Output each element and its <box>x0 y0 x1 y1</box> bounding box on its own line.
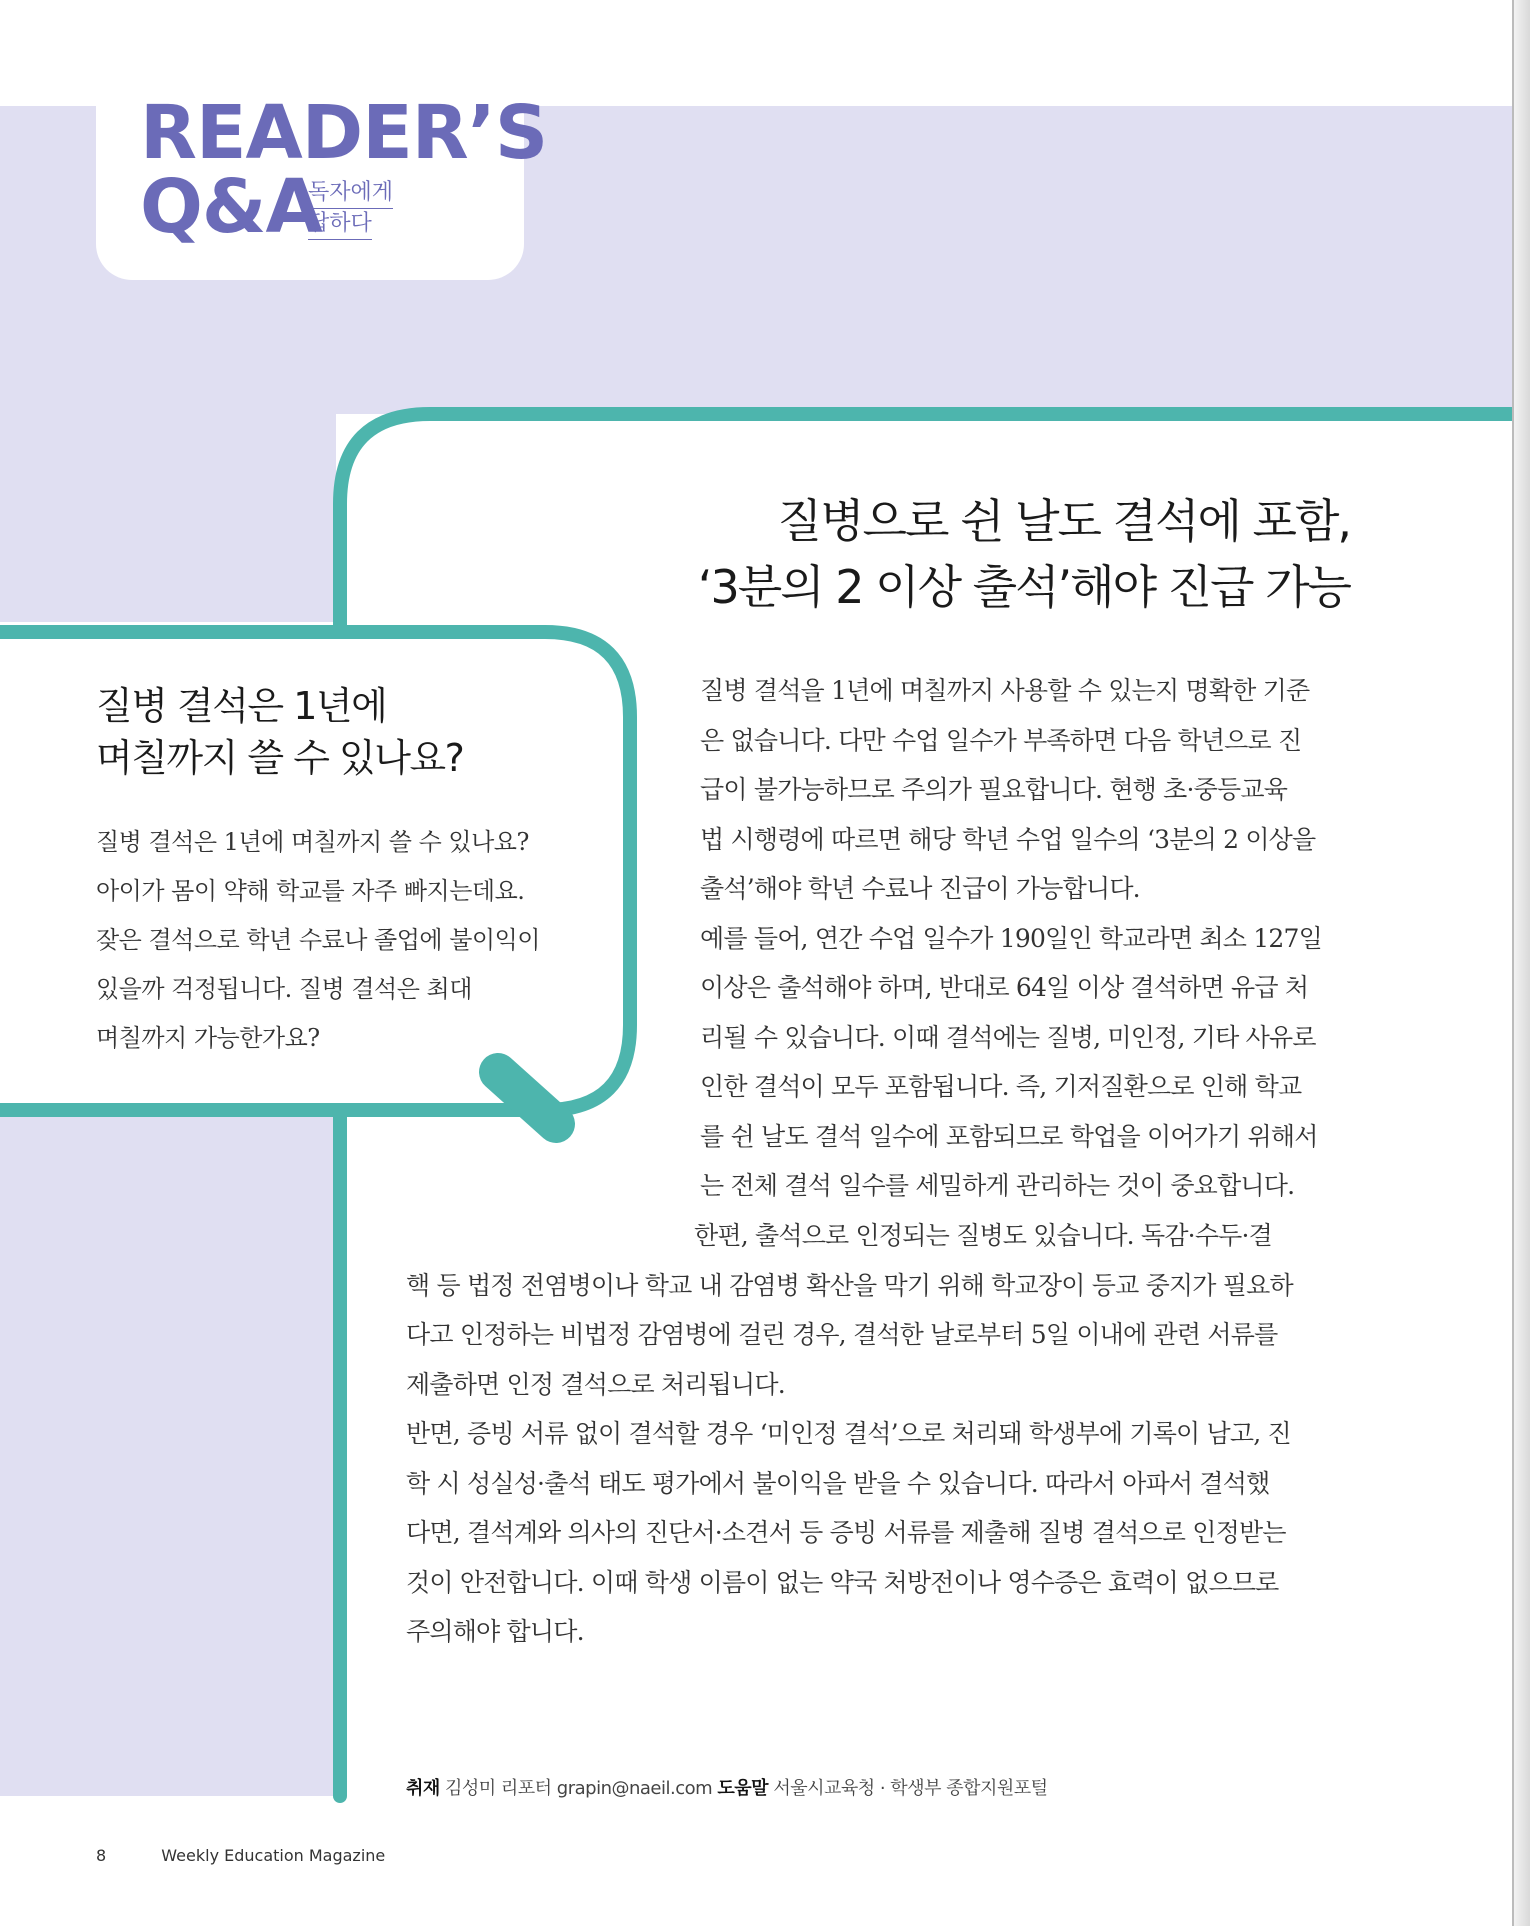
logo-subtitle-line1: 독자에게 <box>308 178 393 209</box>
answer-line: 출석’해야 학년 수료나 진급이 가능합니다. <box>700 874 1140 903</box>
answer-line: 법 시행령에 따르면 해당 학년 수업 일수의 ‘3분의 2 이상을 <box>700 824 1316 854</box>
magazine-name: Weekly Education Magazine <box>161 1846 386 1865</box>
question-title <box>96 680 616 784</box>
answer-line: 질병 결석을 1년에 며칠까지 사용할 수 있는지 명확한 기준 <box>700 676 1310 705</box>
credit-help: 서울시교육청 · 학생부 종합지원포털 <box>773 1778 1048 1799</box>
question-body-line: 잦은 결석으로 학년 수료나 졸업에 불이익이 <box>96 926 540 954</box>
headline-line2: ‘3분의 2 이상 출석’해야 진급 가능 <box>697 560 1350 614</box>
answer-line: 예를 들어, 연간 수업 일수가 190일인 학교라면 최소 127일 <box>700 923 1322 953</box>
question-body-line: 아이가 몸이 약해 학교를 자주 빠지는데요. <box>96 877 525 905</box>
answer-line: 제출하면 인정 결석으로 처리됩니다. <box>406 1369 785 1399</box>
answer-line: 다고 인정하는 비법정 감염병에 걸린 경우, 결석한 날로부터 5일 이내에 관련 서류를 <box>406 1320 1278 1349</box>
article-credits <box>406 1774 1048 1800</box>
speech-tail-icon <box>498 1072 556 1124</box>
logo-subtitle-line2: 답하다 <box>308 209 372 240</box>
answer-line: 다면, 결석계와 의사의 진단서·소견서 등 증빙 서류를 제출해 질병 결석으로 인정받는 <box>406 1518 1286 1547</box>
question-title-line: 질병 결석은 1년에 <box>96 684 387 728</box>
logo-title-line1: READER’S <box>140 90 548 176</box>
answer-line: 한편, 출석으로 인정되는 질병도 있습니다. 독감·수두·결 <box>694 1221 1273 1250</box>
page-number: 8 <box>96 1846 107 1865</box>
headline-line1: 질병으로 쉰 날도 결석에 포함, <box>777 494 1350 548</box>
answer-line: 이상은 출석해야 하며, 반대로 64일 이상 결석하면 유급 처 <box>700 973 1309 1002</box>
question-body <box>96 818 616 1063</box>
question-title-line: 며칠까지 쓸 수 있나요? <box>96 736 464 780</box>
answer-line: 것이 안전합니다. 이때 학생 이름이 없는 약국 처방전이나 영수증은 효력이 없으므로 <box>406 1567 1279 1597</box>
answer-line: 는 전체 결석 일수를 세밀하게 관리하는 것이 중요합니다. <box>700 1171 1295 1200</box>
logo-title-line2: Q&A <box>140 164 322 250</box>
credit-label-reporter: 취재 <box>406 1778 440 1799</box>
credit-reporter: 김성미 리포터 grapin@naeil.com <box>445 1778 713 1799</box>
answer-line: 주의해야 합니다. <box>406 1617 584 1646</box>
credit-label-help: 도움말 <box>717 1778 769 1799</box>
question-body-line: 며칠까지 가능한가요? <box>96 1024 320 1052</box>
answer-line: 학 시 성실성·출석 태도 평가에서 불이익을 받을 수 있습니다. 따라서 아파서 결석했 <box>406 1468 1270 1498</box>
logo-subtitle <box>308 178 393 240</box>
question-body-line: 있을까 걱정됩니다. 질병 결석은 최대 <box>96 975 472 1003</box>
answer-line: 급이 불가능하므로 주의가 필요합니다. 현행 초·중등교육 <box>700 775 1288 804</box>
page-footer <box>96 1846 385 1865</box>
answer-line: 은 없습니다. 다만 수업 일수가 부족하면 다음 학년으로 진 <box>700 725 1302 755</box>
page-edge <box>1512 0 1530 1926</box>
answer-line: 반면, 증빙 서류 없이 결석할 경우 ‘미인정 결석’으로 처리돼 학생부에 기록이 남고, 진 <box>406 1419 1291 1448</box>
answer-line: 핵 등 법정 전염병이나 학교 내 감염병 확산을 막기 위해 학교장이 등교 중지가 필요하 <box>406 1270 1293 1300</box>
answer-line: 를 쉰 날도 결석 일수에 포함되므로 학업을 이어가기 위해서 <box>700 1121 1318 1151</box>
article-headline <box>698 488 1350 620</box>
answer-wide-block <box>406 1211 1350 1657</box>
lavender-left-panel <box>0 414 336 622</box>
answer-column <box>700 666 1350 1211</box>
answer-line: 인한 결석이 모두 포함됩니다. 즉, 기저질환으로 인해 학교 <box>700 1072 1302 1101</box>
question-body-line: 질병 결석은 1년에 며칠까지 쓸 수 있나요? <box>96 828 529 856</box>
reader-question <box>96 680 616 1063</box>
answer-line: 리될 수 있습니다. 이때 결석에는 질병, 미인정, 기타 사유로 <box>700 1022 1316 1052</box>
lavender-bottom-panel <box>0 1116 336 1796</box>
